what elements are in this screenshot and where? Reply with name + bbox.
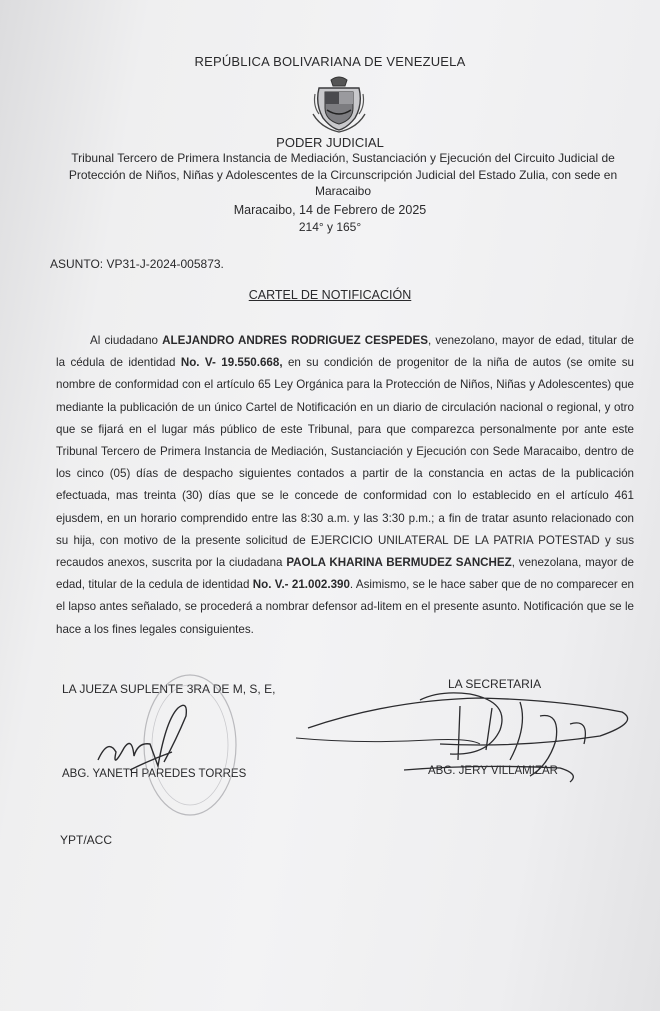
branch-heading: PODER JUDICIAL <box>276 135 384 150</box>
document-title: CARTEL DE NOTIFICACIÓN <box>248 288 412 302</box>
country-heading: REPÚBLICA BOLIVARIANA DE VENEZUELA <box>194 54 466 69</box>
body-text-2: , venezolano, mayor de edad, titular de la cédula de identidad <box>56 334 634 370</box>
secretary-title: LA SECRETARIA <box>448 677 542 691</box>
applicant-id: No. V.- 21.002.390 <box>252 578 350 592</box>
years-line: 214° y 165° <box>298 220 362 234</box>
respondent-id: No. V- 19.550.668, <box>180 356 283 370</box>
secretary-name: ABG. JERY VILLAMIZAR <box>428 765 558 777</box>
body-text-5: . Asimismo, se le hace saber que de no comparecer en el lapso antes señalado, se procederá a nombrar defensor ad-litem en el presente asunto. Notificación que se le hace a los fines legales consiguientes. <box>56 578 634 636</box>
reference-initials: YPT/ACC <box>60 833 113 847</box>
court-stamp <box>144 675 236 815</box>
body-text-4: , venezolana, mayor de edad, titular de la cedula de identidad <box>56 556 634 592</box>
body-text-1: Al ciudadano <box>90 334 163 347</box>
respondent-name: ALEJANDRO ANDRES RODRIGUEZ CESPEDES <box>162 334 428 347</box>
secretary-signature <box>308 693 628 782</box>
document-date: Maracaibo, 14 de Febrero de 2025 <box>233 203 427 217</box>
judge-name: ABG. YANETH PAREDES TORRES <box>62 768 247 780</box>
judge-title: LA JUEZA SUPLENTE 3RA DE M, S, E, <box>62 682 276 696</box>
applicant-name: PAOLA KHARINA BERMUDEZ SANCHEZ <box>286 556 512 570</box>
court-name: Tribunal Tercero de Primera Instancia de Mediación, Sustanciación y Ejecución del Circuito Judicial de Protección de Niños, Niñas y Adolescentes de la Circunscripción Judicial del Estado Zulia, con sede en Maracaibo <box>68 151 618 198</box>
judge-signature <box>98 705 186 770</box>
case-number: ASUNTO: VP31-J-2024-005873. <box>50 257 224 271</box>
body-text-3: en su condición de progenitor de la niña de autos (se omite su nombre de conformidad con el artículo 65 Ley Orgánica para la Protección de Niños, Niñas y Adolescentes) que mediante la publicación de un único Cartel de Notificación en un diario de circulación nacional o regional, y otro que se fijará en el lugar más público de este Tribunal, para que comparezca personalmente por ante este Tribunal Tercero de Primera Instancia de Mediación, Sustanciación y Ejecución con Sede Maracaibo, dentro de los cinco (05) días de despacho siguientes contados a partir de la constancia en actas de la publicación efectuada, mas treinta (30) días que se le concede de conformidad con lo establecido en el artículo 461 ejusdem, en un horario comprendido entre las 8:30 a.m. y las 3:30 p.m.; a fin de tratar asunto relacionado con su hija, con motivo de la presente solicitud de EJERCICIO UNILATERAL DE LA PATRIA POTESTAD y sus recaudos anexos, suscrita por la ciudadana <box>56 356 635 570</box>
